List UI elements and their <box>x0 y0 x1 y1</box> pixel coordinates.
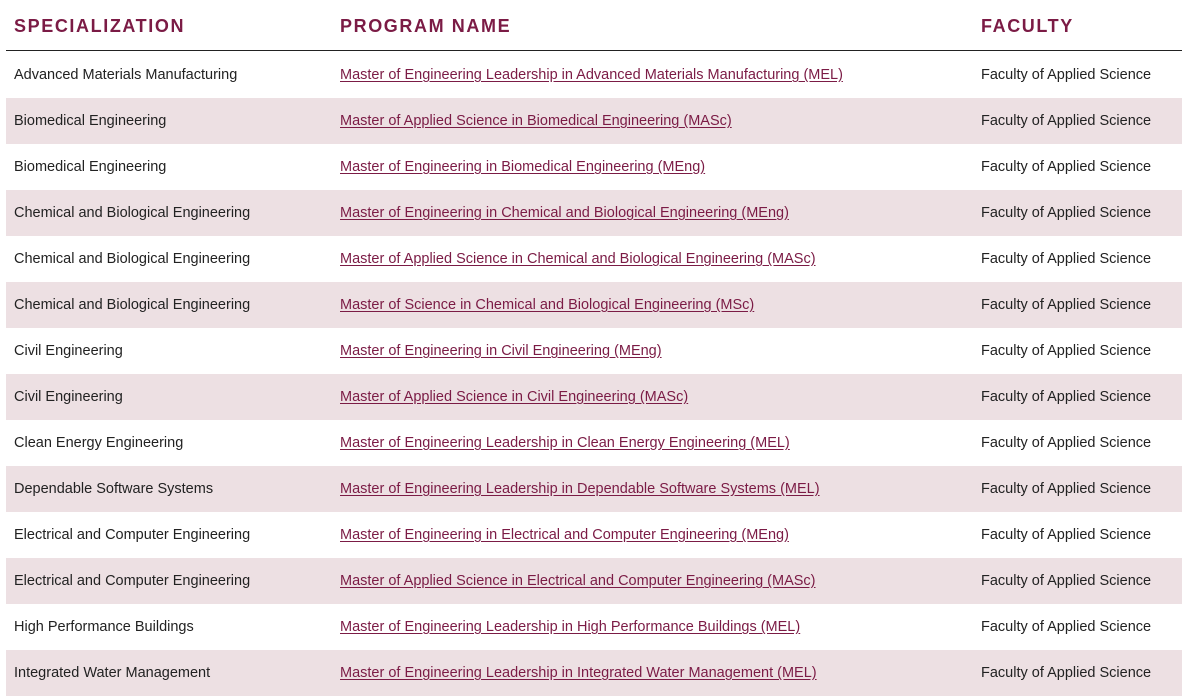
program-link[interactable]: Master of Science in Chemical and Biological Engineering (MSc) <box>340 297 755 313</box>
specialization-cell: Clean Energy Engineering <box>14 435 184 451</box>
header-specialization[interactable]: SPECIALIZATION <box>14 15 186 36</box>
program-link[interactable]: Master of Engineering Leadership in Advanced Materials Manufacturing (MEL) <box>340 67 843 83</box>
program-link[interactable]: Master of Engineering in Electrical and Computer Engineering (MEng) <box>340 527 789 543</box>
specialization-cell: High Performance Buildings <box>14 619 194 635</box>
table-header <box>6 0 1182 51</box>
program-cell <box>340 389 981 405</box>
program-cell <box>340 297 981 313</box>
program-link[interactable]: Master of Engineering Leadership in Clean Energy Engineering (MEL) <box>340 435 790 451</box>
faculty-cell: Faculty of Applied Science <box>981 67 1152 83</box>
program-link[interactable]: Master of Engineering Leadership in Integrated Water Management (MEL) <box>340 665 817 681</box>
specialization-cell: Civil Engineering <box>14 343 123 359</box>
table-row <box>6 236 1182 282</box>
faculty-cell: Faculty of Applied Science <box>981 205 1152 221</box>
specialization-cell: Chemical and Biological Engineering <box>14 251 251 267</box>
table-row <box>6 604 1182 650</box>
program-cell <box>340 665 981 681</box>
faculty-cell: Faculty of Applied Science <box>981 435 1152 451</box>
specialization-cell: Biomedical Engineering <box>14 113 167 129</box>
specialization-cell: Civil Engineering <box>14 389 123 405</box>
faculty-cell: Faculty of Applied Science <box>981 389 1152 405</box>
specialization-cell: Chemical and Biological Engineering <box>14 297 251 313</box>
program-cell <box>340 67 981 83</box>
program-link[interactable]: Master of Applied Science in Electrical and Computer Engineering (MASc) <box>340 573 816 589</box>
program-cell <box>340 573 981 589</box>
table-row <box>6 512 1182 558</box>
faculty-cell: Faculty of Applied Science <box>981 343 1152 359</box>
faculty-cell: Faculty of Applied Science <box>981 159 1152 175</box>
faculty-cell: Faculty of Applied Science <box>981 527 1152 543</box>
table-row <box>6 144 1182 190</box>
specialization-cell: Electrical and Computer Engineering <box>14 573 251 589</box>
specialization-cell: Integrated Water Management <box>14 665 211 681</box>
program-link[interactable]: Master of Engineering in Biomedical Engineering (MEng) <box>340 159 706 175</box>
table-row <box>6 466 1182 512</box>
table-row <box>6 282 1182 328</box>
program-link[interactable]: Master of Applied Science in Chemical and Biological Engineering (MASc) <box>340 251 816 267</box>
program-cell <box>340 527 981 543</box>
table-row <box>6 98 1182 144</box>
table-row <box>6 190 1182 236</box>
program-link[interactable]: Master of Engineering in Chemical and Biological Engineering (MEng) <box>340 205 789 221</box>
program-cell <box>340 159 981 175</box>
faculty-cell: Faculty of Applied Science <box>981 665 1152 681</box>
program-cell <box>340 113 981 129</box>
program-cell <box>340 205 981 221</box>
program-link[interactable]: Master of Engineering Leadership in High Performance Buildings (MEL) <box>340 619 801 635</box>
program-cell <box>340 435 981 451</box>
table-row <box>6 650 1182 696</box>
faculty-cell: Faculty of Applied Science <box>981 619 1152 635</box>
header-faculty[interactable]: FACULTY <box>981 15 1074 36</box>
specialization-cell: Dependable Software Systems <box>14 481 214 497</box>
table-row <box>6 52 1182 98</box>
program-link[interactable]: Master of Applied Science in Biomedical Engineering (MASc) <box>340 113 732 129</box>
program-link[interactable]: Master of Engineering in Civil Engineering (MEng) <box>340 343 662 359</box>
program-cell <box>340 251 981 267</box>
program-cell <box>340 481 981 497</box>
specialization-cell: Advanced Materials Manufacturing <box>14 67 238 83</box>
faculty-cell: Faculty of Applied Science <box>981 481 1152 497</box>
header-program-name[interactable]: PROGRAM NAME <box>340 15 512 36</box>
programs-table <box>6 0 1182 696</box>
program-cell <box>340 343 981 359</box>
table-row <box>6 328 1182 374</box>
specialization-cell: Chemical and Biological Engineering <box>14 205 251 221</box>
faculty-cell: Faculty of Applied Science <box>981 251 1152 267</box>
faculty-cell: Faculty of Applied Science <box>981 573 1152 589</box>
program-link[interactable]: Master of Applied Science in Civil Engineering (MASc) <box>340 389 689 405</box>
program-cell <box>340 619 981 635</box>
faculty-cell: Faculty of Applied Science <box>981 297 1152 313</box>
table-body <box>6 52 1182 696</box>
specialization-cell: Electrical and Computer Engineering <box>14 527 251 543</box>
specialization-cell: Biomedical Engineering <box>14 159 167 175</box>
program-link[interactable]: Master of Engineering Leadership in Dependable Software Systems (MEL) <box>340 481 820 497</box>
faculty-cell: Faculty of Applied Science <box>981 113 1152 129</box>
table-row <box>6 420 1182 466</box>
table-row <box>6 374 1182 420</box>
table-row <box>6 558 1182 604</box>
